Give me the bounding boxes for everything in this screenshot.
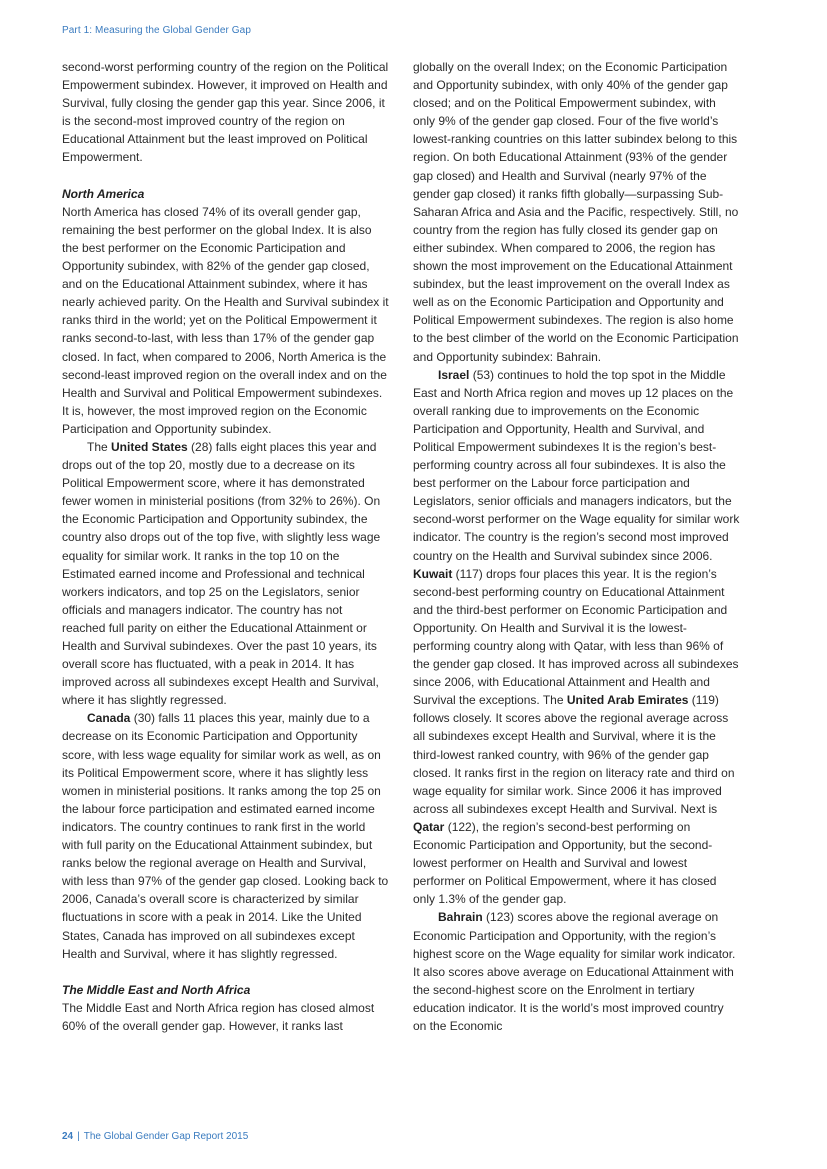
paragraph-region-continuation: globally on the overall Index; on the Economic Participation and Opportunity subindex, with only 40% of the gender gap closed; and on the Political Empowerment subindex, with only 9% of the gender gap closed. Four of the five world’s lowest-ranking countries on this latter subindex belong to this region. On both Educational Attainment (93% of the gender gap closed) and Health and Survival (nearly 97% of the gender gap closed) it ranks fifth globally—surpassing Sub-Saharan Africa and Asia and the Pacific, respectively. Still, no country from the region has fully closed its gender gap on either subindex. When compared to 2006, the region has shown the most improvement on the Educational Attainment subindex, but the least improvement on the overall Index as well as on the Economic Participation and Opportunity and Political Empowerment subindexes. The region is also home to the best climber of the world on the Economic Participation and Opportunity subindex: Bahrain. bbox=[413, 60, 739, 364]
country-name-united-states: United States bbox=[111, 439, 188, 454]
footer-separator: | bbox=[77, 1131, 80, 1142]
paragraph-continuation: second-worst performing country of the region on the Political Empowerment subindex. However, it improved on Health and Survival, fully closing the gender gap this year. Since 2006, it is the second-most improved country of the region on Educational Attainment but the least improved on Political Empowerment. bbox=[62, 60, 389, 165]
left-column bbox=[62, 58, 389, 1035]
country-name-uae: United Arab Emirates bbox=[566, 693, 689, 708]
paragraph-middle-east-north-africa: The Middle East and North Africa region has closed almost 60% of the overall gender gap. However, it ranks last bbox=[62, 1000, 375, 1033]
paragraph-text: (123) scores above the regional average on Economic Participation and Opportunity, with the region’s highest score on the Wage equality for similar work indicator. It also scores above average on Educational Attainment with the second-highest score on the Enrolment in tertiary education indicator. It is the world’s most improved country on the Economic bbox=[413, 910, 736, 1033]
section-heading-north-america: North America bbox=[62, 186, 145, 201]
country-name-qatar: Qatar bbox=[413, 819, 445, 834]
paragraph-north-america: North America has closed 74% of its overall gender gap, remaining the best performer on the global Index. It is also the best performer on the Economic Participation and Opportunity subindex, with 82% of the gender gap closed, and on the Educational Attainment subindex, where it has nearly achieved parity. On the Health and Survival subindex it ranks third in the world; yet on the Political Empowerment it ranks second-to-last, with less than 17% of the gender gap closed. In fact, when compared to 2006, North America is the second-least improved region on the overall index and on the Health and Survival and Political Empowerment subindexes. It is, however, the most improved region on the Economic Participation and Opportunity subindex. bbox=[62, 204, 389, 436]
paragraph-text: (30) falls 11 places this year, mainly due to a decrease on its Economic Participation and Opportunity score, with less wage equality for similar work as well, as on its Political Empowerment score, where it has slightly less women in ministerial positions. It ranks among the top 25 on the labour force participation and estimated earned income indicators. The country continues to rank first in the world with full parity on the Educational Attainment subindex, but ranks below the regional average on Health and Survival, with less than 97% of the gender gap closed. Looking back to 2006, Canada’s overall score is characterized by similar fluctuations in score with a peak in 2014. Like the United States, Canada has improved on all subindexes except Health and Survival, where it has slightly regressed. bbox=[62, 711, 389, 961]
paragraph-bahrain bbox=[413, 908, 740, 1035]
paragraph-text: (119) follows closely. It scores above the regional average across all subindexes except Health and Survival, where it is the third-lowest ranked country, with 96% of the gender gap closed. It ranks first in the region on literacy rate and third on wage equality for similar work. Since 2006 it has improved across all subindexes except Health and Survival. Next is bbox=[413, 693, 735, 816]
country-name-israel: Israel bbox=[438, 367, 470, 382]
country-name-canada: Canada bbox=[87, 711, 131, 726]
running-head: Part 1: Measuring the Global Gender Gap bbox=[62, 25, 252, 36]
country-name-bahrain: Bahrain bbox=[438, 910, 483, 925]
paragraph-text: (28) falls eight places this year and drops out of the top 20, mostly due to a decrease on its Political Empowerment score, where it has demonstrated fewer women in ministerial positions (from 32% to 26%). On the Economic Participation and Opportunity subindex, the country also drops out of the top five, with slightly less wage equality for similar work. It ranks in the top 10 on the Estimated earned income and Professional and technical workers indicators, and top 25 on the Legislators, senior officials and managers indicator. The country has not reached full parity on either the Educational Attainment or Health and Survival subindexes. Over the past 10 years, its overall score has fluctuated, with a peak in 2014. It has improved across all subindexes except Health and Survival, where it has slightly regressed. bbox=[62, 439, 381, 708]
publication-title: The Global Gender Gap Report 2015 bbox=[83, 1131, 249, 1142]
lead-in-text: The bbox=[87, 439, 112, 454]
paragraph-text: (122), the region’s second-best performing on Economic Participation and Opportunity, but the second-lowest performer on Health and Survival and lowest performer on Political Empowerment, where it has closed only 1.3% of the gender gap. bbox=[413, 819, 717, 907]
paragraph-text: (117) drops four places this year. It is the region’s second-best performing country on Educational Attainment and the third-best performer on Economic Participation and Opportunity. On Health and Survival it is the lowest-performing country along with Qatar, with less than 96% of the gender gap closed. It has improved across all subindexes since 2006, with Educational Attainment and Health and Survival the exceptions. The bbox=[413, 566, 739, 708]
paragraph-canada bbox=[62, 709, 389, 962]
page-number: 24 bbox=[62, 1131, 74, 1142]
section-heading-middle-east-north-africa: The Middle East and North Africa bbox=[62, 982, 251, 997]
paragraph-text: (53) continues to hold the top spot in the Middle East and North Africa region and moves up 12 places on the overall ranking due to improvements on the Economic Participation and Opportunity, Health and Survival, and Political Empowerment subindexes It is the region’s best-performing country across all four subindexes. It is also the best performer on the Labour force participation and Legislators, senior officials and managers indicators, but the second-worst performer on the Wage equality for similar work indicator. The country is the region’s second most improved country on the Health and Survival subindex since 2006. bbox=[413, 367, 740, 563]
paragraph-united-states bbox=[62, 438, 389, 709]
paragraph-israel-kuwait-uae-qatar bbox=[413, 366, 740, 909]
right-column bbox=[413, 58, 740, 1035]
page-footer bbox=[62, 1131, 248, 1142]
country-name-kuwait: Kuwait bbox=[413, 566, 453, 581]
